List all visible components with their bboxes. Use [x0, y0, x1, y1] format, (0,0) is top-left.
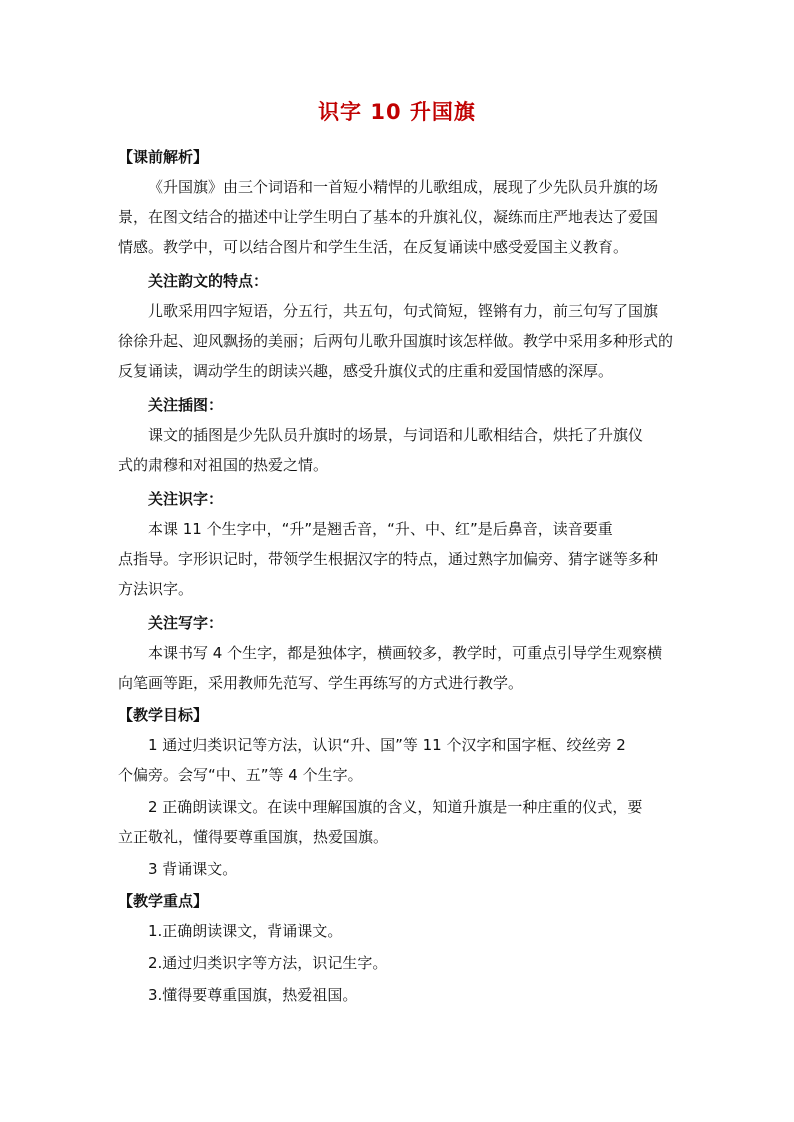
- key-point-item: [118, 916, 686, 946]
- key-point-item: [118, 948, 686, 978]
- subheading-rhyme: 关注韵文的特点：: [148, 272, 269, 290]
- text-line: 1.正确朗读课文，背诵课文。: [148, 922, 343, 940]
- text-line: 反复诵读，调动学生的朗读兴趣，感受升旗仪式的庄重和爱国情感的深厚。: [118, 362, 614, 380]
- text-line: 景，在图文结合的描述中让学生明白了基本的升旗礼仪，凝练而庄严地表达了爱国: [118, 208, 659, 226]
- document-body: [118, 140, 686, 1012]
- section-heading-key-points: 【教学重点】: [118, 892, 209, 910]
- goal-item: [118, 854, 686, 884]
- text-line: 课文的插图是少先队员升旗时的场景，与词语和儿歌相结合，烘托了升旗仪: [148, 426, 644, 444]
- subheading-illustration: 关注插图：: [148, 396, 224, 414]
- key-point-item: [118, 980, 686, 1010]
- goal-item: [118, 730, 686, 790]
- subheading-literacy: 关注识字：: [148, 490, 224, 508]
- writing-paragraph: [118, 638, 686, 698]
- goal-item: [118, 792, 686, 852]
- text-line: 1 通过归类识记等方法，认识“升、国”等 11 个汉字和国字框、绞丝旁 2: [148, 736, 626, 754]
- text-line: 向笔画等距，采用教师先范写、学生再练写的方式进行教学。: [118, 674, 524, 692]
- text-line: 3 背诵课文。: [148, 860, 238, 878]
- text-line: 情感。教学中，可以结合图片和学生生活，在反复诵读中感受爱国主义教育。: [118, 238, 629, 256]
- text-line: 2 正确朗读课文。在读中理解国旗的含义，知道升旗是一种庄重的仪式，要: [148, 798, 643, 816]
- text-line: 本课书写 4 个生字，都是独体字，横画较多，教学时，可重点引导学生观察横: [148, 644, 663, 662]
- text-line: 式的肃穆和对祖国的热爱之情。: [118, 456, 329, 474]
- rhyme-paragraph: [118, 296, 686, 386]
- analysis-intro: [118, 172, 686, 262]
- literacy-paragraph: [118, 514, 686, 604]
- text-line: 个偏旁。会写“中、五”等 4 个生字。: [118, 766, 363, 784]
- page-title: 识字 10 升国旗: [318, 100, 476, 124]
- section-heading-goals: 【教学目标】: [118, 706, 209, 724]
- text-line: 《升国旗》由三个词语和一首短小精悍的儿歌组成，展现了少先队员升旗的场: [148, 178, 659, 196]
- text-line: 点指导。字形识记时，带领学生根据汉字的特点，通过熟字加偏旁、猜字谜等多种: [118, 550, 659, 568]
- text-line: 儿歌采用四字短语，分五行，共五句，句式简短，铿锵有力，前三句写了国旗: [148, 302, 659, 320]
- text-line: 2.通过归类识字等方法，识记生字。: [148, 954, 388, 972]
- illustration-paragraph: [118, 420, 686, 480]
- text-line: 立正敬礼，懂得要尊重国旗，热爱国旗。: [118, 828, 389, 846]
- text-line: 本课 11 个生字中，“升”是翘舌音，“升、中、红”是后鼻音，读音要重: [148, 520, 613, 538]
- text-line: 方法识字。: [118, 580, 194, 598]
- text-line: 徐徐升起、迎风飘扬的美丽；后两句儿歌升国旗时该怎样做。教学中采用多种形式的: [118, 332, 674, 350]
- subheading-writing: 关注写字：: [148, 614, 224, 632]
- section-heading-analysis: 【课前解析】: [118, 148, 209, 166]
- text-line: 3.懂得要尊重国旗，热爱祖国。: [148, 986, 358, 1004]
